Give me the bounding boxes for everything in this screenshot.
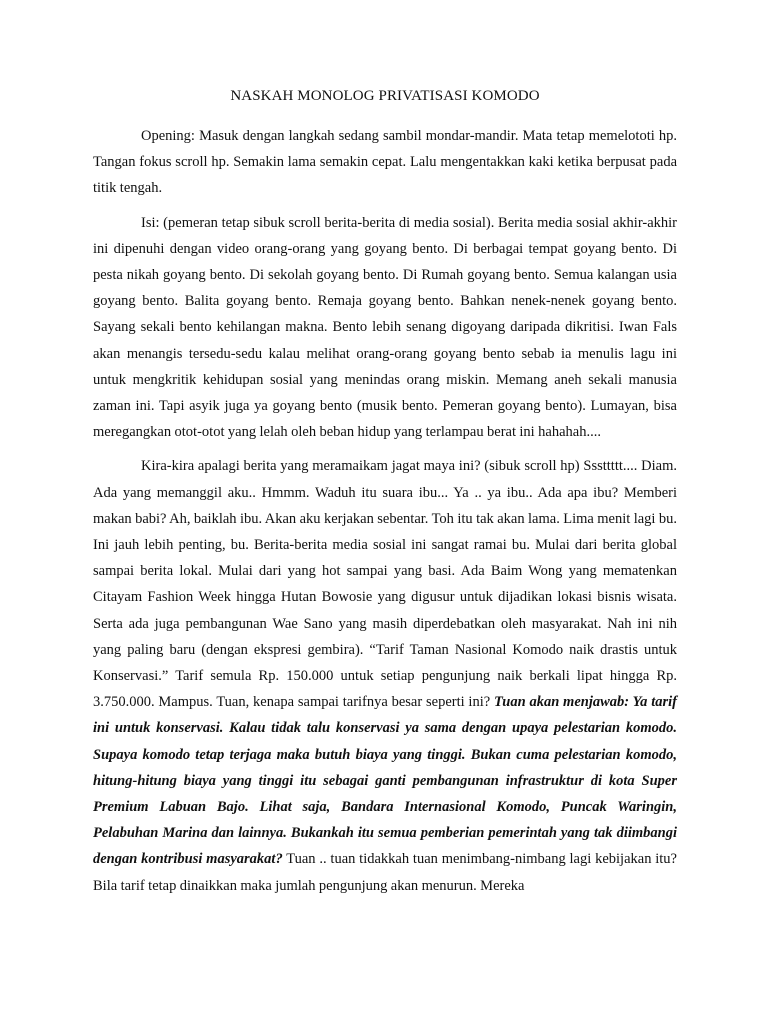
paragraph-tuan-continuation: Tuan .. tuan tidakkah tuan menimbang-nimbang lagi kebijakan itu? Bila tarif tetap dinaikkan maka jumlah pengunjung akan menurun. Mereka xyxy=(93,851,677,894)
paragraph-tuan-emphasis: Tuan akan menjawab: Ya tarif ini untuk konservasi. Kalau tidak talu konservasi ya sama dengan upaya pelestarian komodo. Supaya komodo tetap terjaga maka butuh biaya yang tinggi. Bukan cuma pelestarian komodo, hitung-hitung biaya yang tinggi itu sebagai ganti pembangunan infrastruktur di kota Super Premium Labuan Bajo. Lihat saja, Bandara Internasional Komodo, Puncak Waringin, Pelabuhan Marina dan lainnya. Bukankah itu semua pemberian pemerintah yang tak diimbangi dengan kontribusi masyarakat? xyxy=(93,694,677,868)
paragraph-berita-text: Kira-kira apalagi berita yang meramaikam jagat maya ini? (sibuk scroll hp) Sssttttt.... Diam. Ada yang memanggil aku.. Hmmm. Waduh itu suara ibu... Ya .. ya ibu.. Ada apa ibu? Memberi makan babi? Ah, baiklah ibu. Akan aku kerjakan sebentar. Toh itu tak akan lama. Lima menit lagi bu. Ini jauh lebih penting, bu. Berita-berita media sosial ini sangat ramai bu. Mulai dari berita global sampai berita lokal. Mulai dari yang hot sampai yang basi. Ada Baim Wong yang mematenkan Citayam Fashion Week hingga Hutan Bowosie yang digusur untuk dijadikan lokasi bisnis wisata. Serta ada juga pembangunan Wae Sano yang masih diperdebatkan oleh masyarakat. Nah ini nih yang paling baru (dengan ekspresi gembira). “Tarif Taman Nasional Komodo naik drastis untuk Konservasi.” Tarif semula Rp. 150.000 untuk setiap pengunjung naik berkali lipat hingga Rp. 3.750.000. Mampus. Tuan, kenapa sampai tarifnya besar seperti ini? xyxy=(93,458,678,711)
document-title: NASKAH MONOLOG PRIVATISASI KOMODO xyxy=(230,88,540,104)
paragraph-isi: Isi: (pemeran tetap sibuk scroll berita-berita di media sosial). Berita media sosial akhir-akhir ini dipenuhi dengan video orang-orang yang goyang bento. Di berbagai tempat goyang bento. Di pesta nikah goyang bento. Di sekolah goyang bento. Di Rumah goyang bento. Semua kalangan usia goyang bento. Balita goyang bento. Remaja goyang bento. Bahkan nenek-nenek goyang bento. Sayang sekali bento kehilangan makna. Bento lebih senang digoyang daripada dikritisi. Iwan Fals akan menangis tersedu-sedu kalau melihat orang-orang goyang bento sebab ia menulis lagu ini untuk mengkritik kehidupan sosial yang menindas orang miskin. Memang aneh sekali manusia zaman ini. Tapi asyik juga ya goyang bento (musik bento. Pemeran goyang bento). Lumayan, bisa meregangkan otot-otot yang lelah oleh beban hidup yang terlampau berat ini hahahah.... xyxy=(93,214,677,441)
paragraph-berita xyxy=(93,453,677,898)
paragraph-opening: Opening: Masuk dengan langkah sedang sambil mondar-mandir. Mata tetap memelototi hp. Tangan fokus scroll hp. Semakin lama semakin cepat. Lalu mengentakkan kaki ketika berpusat pada titik tengah. xyxy=(93,128,677,197)
